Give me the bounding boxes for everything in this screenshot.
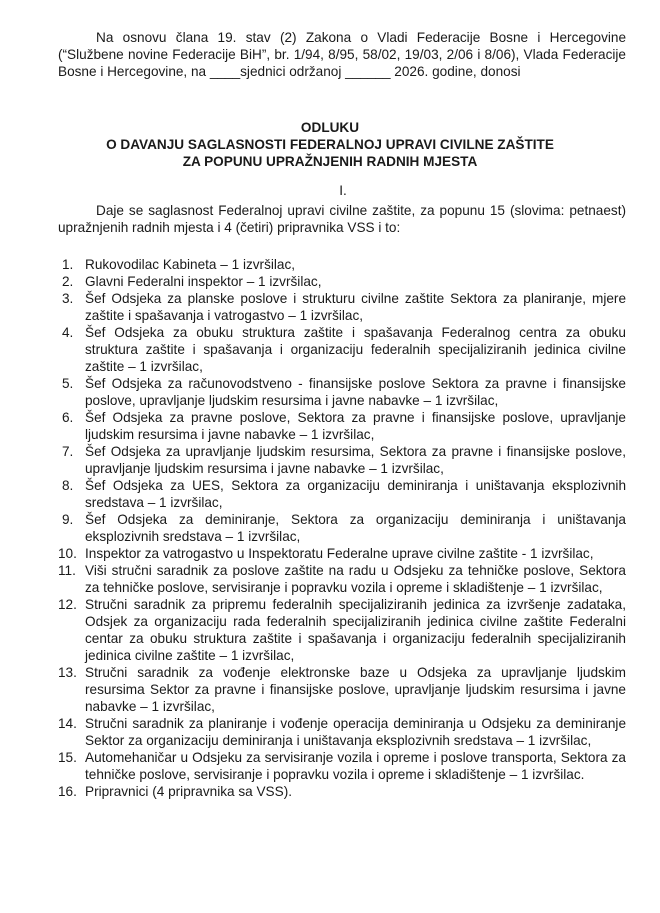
list-item-number: 6.: [62, 410, 74, 425]
list-item-text: Pripravnici (4 pripravnika sa VSS).: [85, 784, 292, 799]
list-item: [58, 324, 626, 375]
list-item-text: Šef Odsjeka za planske poslove i strukturu civilne zaštite Sektora za planiranje, mjere zaštite i spašavanja i vatrogastvo – 1 izvršilac,: [85, 291, 626, 323]
list-item-text: Rukovodilac Kabineta – 1 izvršilac,: [85, 257, 296, 272]
list-item-text: Stručni saradnik za vođenje elektronske baze u Odsjeka za upravljanje ljudskim resursima Sektor za pravne i finansijske poslove, upravljanje ljudskim resursima i javne nabavke – 1 izvršilac,: [85, 665, 626, 714]
list-item: [58, 256, 626, 273]
list-item: [58, 562, 626, 596]
list-item-number: 12.: [58, 597, 77, 612]
list-item: [58, 749, 626, 783]
list-item-text: Glavni Federalni inspektor – 1 izvršilac,: [85, 274, 322, 289]
list-item-text: Viši stručni saradnik za poslove zaštite na radu u Odsjeku za tehničke poslove, Sektora za tehničke poslove, servisiranje i popravku vozila i opreme i skladištenje – 1 izvršilac,: [85, 563, 626, 595]
list-item: [58, 715, 626, 749]
list-item: [58, 477, 626, 511]
list-item: [58, 443, 626, 477]
list-item-text: Stručni saradnik za planiranje i vođenje operacija deminiranja u Odsjeku za deminiranje Sektor za organizaciju deminiranja i uništavanja eksplozivnih sredstava – 1 izvršilac,: [85, 716, 626, 748]
list-item-text: Šef Odsjeka za obuku struktura zaštite i spašavanja Federalnog centra za obuku struktura zaštite i spašavanja i organizaciju federalnih specijaliziranih jedinica civilne zaštite – 1 izvršilac,: [85, 325, 626, 374]
preamble-text: Na osnovu člana 19. stav (2) Zakona o Vladi Federacije Bosne i Hercegovine (“Službene novine Federacije BiH”, br. 1/94, 8/95, 58/02, 19/03, 2/06 i 8/06), Vlada Federacije Bosne i Hercegovine, na ____sjednici održanoj ______ 2026. godine, donosi: [58, 30, 626, 79]
list-item: [58, 664, 626, 715]
list-item-number: 8.: [62, 478, 74, 493]
list-item-number: 10.: [58, 546, 77, 561]
title-line-2: O DAVANJU SAGLASNOSTI FEDERALNOJ UPRAVI CIVILNE ZAŠTITE: [106, 137, 554, 152]
list-item: [58, 545, 626, 562]
list-item: [58, 409, 626, 443]
list-item-number: 1.: [62, 257, 74, 272]
list-item-number: 5.: [62, 376, 74, 391]
list-item-number: 7.: [62, 444, 74, 459]
positions-list: [58, 256, 626, 800]
title-line-1: ODLUKU: [300, 120, 360, 135]
list-item-number: 11.: [58, 563, 76, 578]
list-item-text: Šef Odsjeka za UES, Sektora za organizaciju deminiranja i uništavanja eksplozivnih sredstava – 1 izvršilac,: [85, 478, 626, 510]
list-item: [58, 596, 626, 664]
list-item-text: Šef Odsjeka za upravljanje ljudskim resursima, Sektora za pravne i finansijske poslove, upravljanje ljudskim resursima i javne nabavke – 1 izvršilac,: [85, 444, 626, 476]
list-item-number: 13.: [58, 665, 77, 680]
list-item: [58, 290, 626, 324]
list-item-number: 3.: [62, 291, 74, 306]
intro-paragraph: [58, 202, 626, 236]
list-item: [58, 783, 626, 800]
list-item-number: 16.: [58, 784, 77, 799]
list-item-text: Šef Odsjeka za pravne poslove, Sektora za pravne i finansijske poslove, upravljanje ljudskim resursima i javne nabavke – 1 izvršilac,: [85, 410, 626, 442]
decision-title: [0, 119, 660, 170]
list-item-number: 14.: [58, 716, 77, 731]
list-item-number: 2.: [62, 274, 74, 289]
list-item: [58, 273, 626, 290]
list-item-number: 15.: [58, 750, 77, 765]
list-item-text: Automehaničar u Odsjeku za servisiranje vozila i opreme i poslove transporta, Sektora za tehničke poslove, servisiranje i popravku vozila i opreme i skladištenje – 1 izvršilac.: [85, 750, 626, 782]
list-item: [58, 511, 626, 545]
preamble: [58, 29, 626, 80]
intro-text: Daje se saglasnost Federalnoj upravi civilne zaštite, za popunu 15 (slovima: petnaest) upražnjenih radnih mjesta i 4 (četiri) pripravnika VSS i to:: [58, 203, 626, 235]
section-heading: I.: [339, 183, 347, 198]
title-line-3: ZA POPUNU UPRAŽNJENIH RADNIH MJESTA: [182, 154, 478, 169]
list-item: [58, 375, 626, 409]
list-item-text: Stručni saradnik za pripremu federalnih specijaliziranih jedinica za izvršenje zadataka, Odsjek za organizaciju rada federalnih specijaliziranih jedinica civilne zaštite Federalni centar za obuku struktura zaštite i spašavanja i organizaciju federalnih specijaliziranih jedinica civilne zaštite – 1 izvršilac,: [85, 597, 626, 663]
list-item-text: Šef Odsjeka za računovodstveno - finansijske poslove Sektora za pravne i finansijske poslove, upravljanje ljudskim resursima i javne nabavke – 1 izvršilac,: [85, 376, 626, 408]
list-item-number: 4.: [62, 325, 74, 340]
list-item-text: Inspektor za vatrogastvo u Inspektoratu Federalne uprave civilne zaštite - 1 izvršilac,: [85, 546, 594, 561]
list-item-number: 9.: [62, 512, 74, 527]
list-item-text: Šef Odsjeka za deminiranje, Sektora za organizaciju deminiranja i uništavanja eksplozivnih sredstava – 1 izvršilac,: [85, 512, 626, 544]
